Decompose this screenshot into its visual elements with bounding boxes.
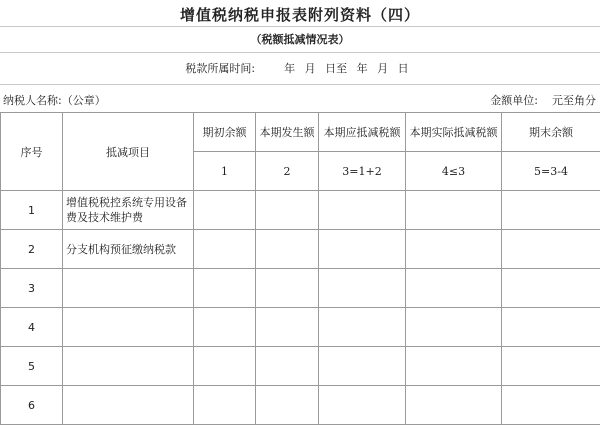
cell-actual-deduct[interactable] (406, 230, 502, 269)
taxpayer-name-label: 纳税人名称:（公章） (3, 94, 106, 107)
cell-should-deduct[interactable] (319, 230, 406, 269)
col-header-actual-deduct: 本期实际抵减税额 (406, 113, 502, 152)
col-header-incurred: 本期发生额 (256, 113, 319, 152)
row-item: 分支机构预征缴纳税款 (63, 230, 194, 269)
col-number-incurred: 2 (256, 152, 319, 191)
form-title: 增值税纳税申报表附列资料（四） (179, 6, 420, 24)
col-header-should-deduct: 本期应抵减税额 (319, 113, 406, 152)
cell-incurred[interactable] (256, 386, 319, 425)
amount-unit-value: 元至角分 (552, 94, 596, 107)
deduction-table (0, 112, 600, 425)
col-header-serial: 序号 (1, 113, 63, 191)
period-to-year: 年 (356, 62, 368, 75)
row-serial: 5 (1, 347, 63, 386)
row-item[interactable] (63, 308, 194, 347)
cell-should-deduct[interactable] (319, 347, 406, 386)
divider (0, 52, 600, 53)
col-header-item: 抵减项目 (63, 113, 194, 191)
col-number-closing: 5=3-4 (502, 152, 600, 191)
col-number-actual-deduct: 4≤3 (406, 152, 502, 191)
cell-incurred[interactable] (256, 269, 319, 308)
col-header-opening: 期初余额 (194, 113, 256, 152)
cell-actual-deduct[interactable] (406, 308, 502, 347)
cell-actual-deduct[interactable] (406, 347, 502, 386)
col-number-opening: 1 (194, 152, 256, 191)
cell-opening[interactable] (194, 308, 256, 347)
cell-closing[interactable] (502, 386, 600, 425)
period-from-month: 月 (304, 62, 316, 75)
cell-actual-deduct[interactable] (406, 386, 502, 425)
period-from-day: 日至 (325, 62, 348, 75)
period-label: 税款所属时间: (185, 62, 256, 75)
cell-opening[interactable] (194, 230, 256, 269)
cell-incurred[interactable] (256, 347, 319, 386)
row-item: 增值税税控系统专用设备费及技术维护费 (63, 191, 194, 230)
tax-period (0, 60, 600, 76)
cell-should-deduct[interactable] (319, 191, 406, 230)
cell-should-deduct[interactable] (319, 308, 406, 347)
cell-closing[interactable] (502, 191, 600, 230)
cell-actual-deduct[interactable] (406, 269, 502, 308)
col-number-should-deduct: 3=1+2 (319, 152, 406, 191)
cell-actual-deduct[interactable] (406, 191, 502, 230)
row-item[interactable] (63, 386, 194, 425)
period-to-month: 月 (377, 62, 389, 75)
period-from-year: 年 (284, 62, 296, 75)
table-row (1, 191, 600, 230)
divider (0, 84, 600, 85)
amount-unit (490, 92, 596, 108)
table-row (1, 269, 600, 308)
cell-should-deduct[interactable] (319, 386, 406, 425)
table-row (1, 386, 600, 425)
amount-unit-label: 金额单位: (490, 94, 538, 107)
col-header-closing: 期末余额 (502, 113, 600, 152)
cell-opening[interactable] (194, 269, 256, 308)
table-row (1, 230, 600, 269)
form-subtitle: （税额抵减情况表） (250, 33, 350, 46)
cell-opening[interactable] (194, 386, 256, 425)
period-to-day: 日 (397, 62, 409, 75)
divider (0, 26, 600, 27)
cell-incurred[interactable] (256, 191, 319, 230)
cell-should-deduct[interactable] (319, 269, 406, 308)
row-serial: 4 (1, 308, 63, 347)
table-row (1, 347, 600, 386)
row-serial: 6 (1, 386, 63, 425)
table-row (1, 308, 600, 347)
cell-closing[interactable] (502, 347, 600, 386)
cell-incurred[interactable] (256, 230, 319, 269)
row-serial: 1 (1, 191, 63, 230)
cell-closing[interactable] (502, 230, 600, 269)
row-item[interactable] (63, 269, 194, 308)
row-serial: 3 (1, 269, 63, 308)
row-serial: 2 (1, 230, 63, 269)
cell-closing[interactable] (502, 269, 600, 308)
row-item[interactable] (63, 347, 194, 386)
cell-opening[interactable] (194, 191, 256, 230)
cell-closing[interactable] (502, 308, 600, 347)
cell-opening[interactable] (194, 347, 256, 386)
cell-incurred[interactable] (256, 308, 319, 347)
